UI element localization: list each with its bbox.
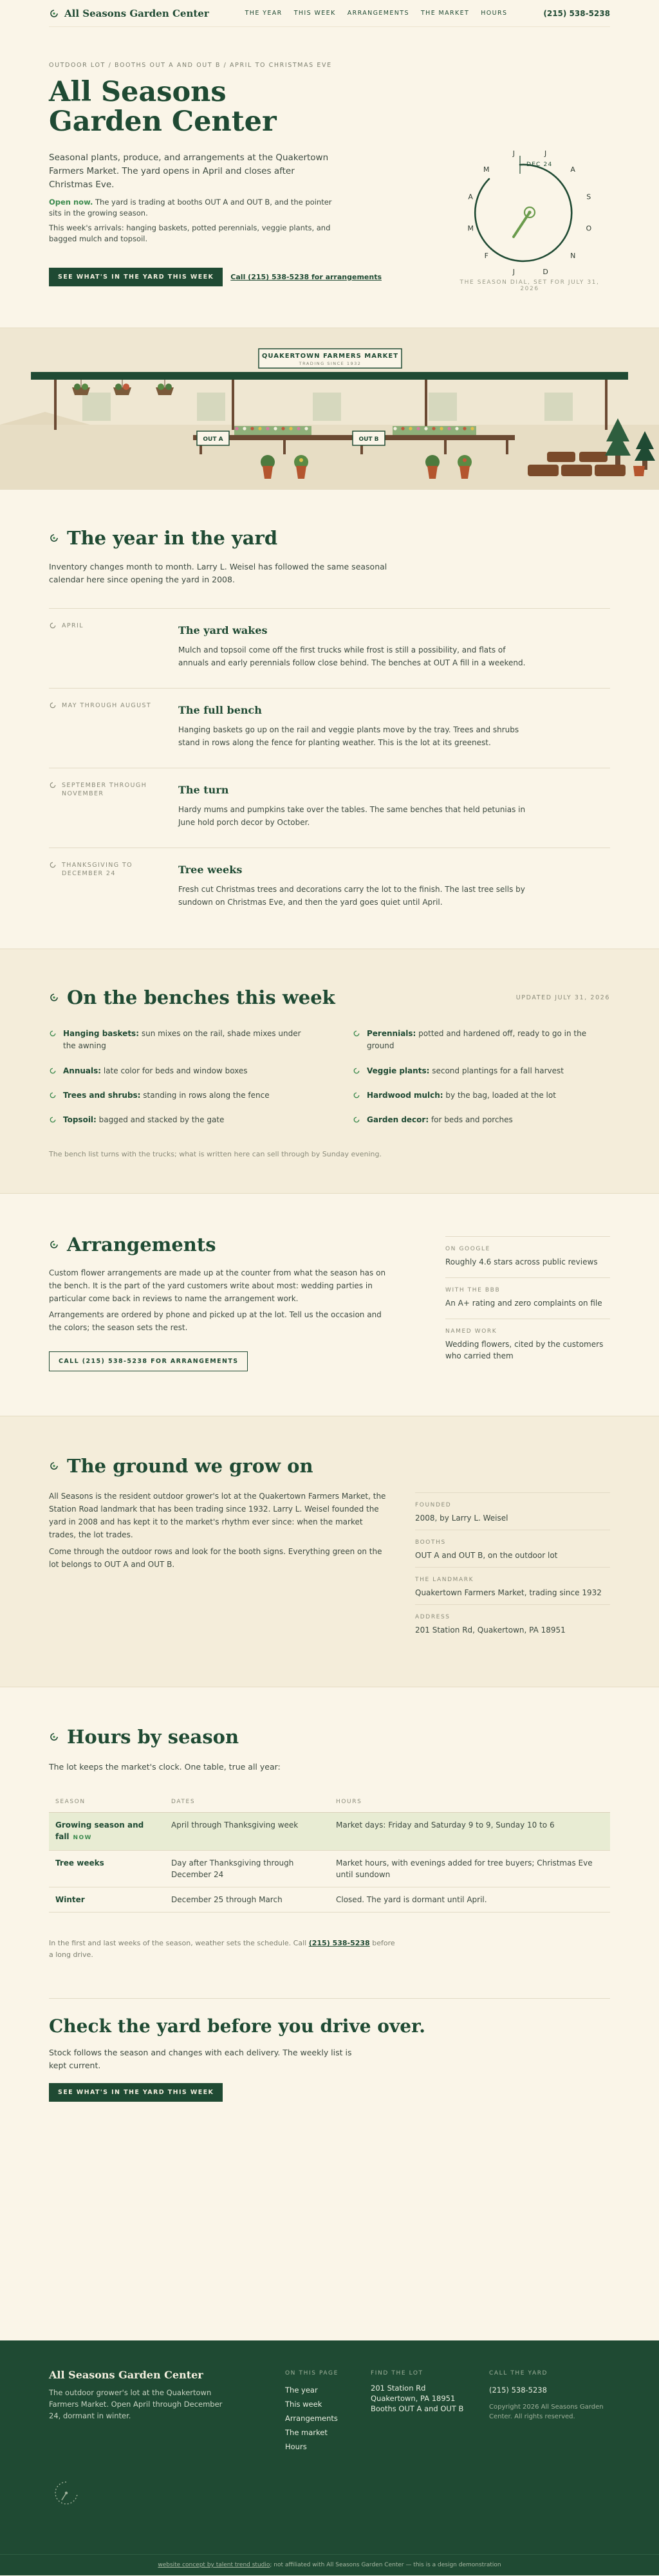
- dial-month-label: J: [512, 267, 515, 276]
- bench-item-text: sun mixes on the rail, shade mixes under the awning: [63, 1029, 301, 1050]
- fact-google: [445, 1236, 610, 1268]
- season-swirl-icon: [49, 1732, 59, 1742]
- flower-dot: [470, 427, 474, 430]
- year-heading: [49, 527, 277, 549]
- brand[interactable]: [49, 8, 209, 19]
- hours-title: Hours by season: [67, 1726, 239, 1748]
- flower-dot: [243, 427, 246, 430]
- nav-links: [245, 10, 508, 17]
- flower-dot: [440, 427, 443, 430]
- bench-item: [353, 1089, 610, 1102]
- page-title: All Seasons Garden Center: [49, 76, 277, 138]
- arrivals-text: This week's arrivals: hanging baskets, potted perennials, veggie plants, and bagged mulch and topsoil.: [49, 223, 331, 243]
- fact-bbb: [445, 1277, 610, 1309]
- row-dates: Day after Thanksgiving through December 24: [165, 1850, 330, 1887]
- flower-dot: [258, 427, 261, 430]
- awning: [31, 372, 628, 380]
- leaf-swirl-icon: [49, 1116, 57, 1124]
- dial-caption: THE SEASON DIAL, SET FOR JULY 31, 2026: [459, 279, 600, 292]
- fact-key: WITH THE BBB: [445, 1287, 501, 1293]
- call-arrangements-link[interactable]: Call (215) 538-5238 for arrangements: [230, 273, 382, 281]
- leaf-swirl-icon: [353, 1067, 360, 1075]
- fact-key: FOUNDED: [415, 1502, 452, 1508]
- dial-month-label: N: [570, 252, 576, 261]
- see-yard-button[interactable]: SEE WHAT'S IN THE YARD THIS WEEK: [49, 268, 223, 286]
- dial-date: DEC 24: [526, 162, 553, 168]
- footer-col-head: CALL THE YARD: [489, 2370, 548, 2377]
- season-fall: [49, 768, 610, 848]
- season-when: [49, 701, 165, 710]
- arrangements-title: Arrangements: [67, 1234, 216, 1256]
- leaf-swirl-icon: [353, 1116, 360, 1124]
- flower-dot: [250, 427, 254, 430]
- season-swirl-icon: [49, 622, 57, 629]
- arrangements-section: [0, 1193, 659, 1416]
- leaf-swirl-icon: [49, 1067, 57, 1075]
- top-nav: [49, 0, 610, 27]
- ground-title: The ground we grow on: [67, 1455, 313, 1477]
- season-text: Mulch and topsoil come off the first trucks while frost is still a possibility, and flats of annuals and early perennials follow close behind. The benches at OUT A fill in a weekend.: [178, 645, 526, 667]
- market-sign-text: QUAKERTOWN FARMERS MARKET: [261, 353, 399, 360]
- bench-item-text: for beds and porches: [429, 1115, 513, 1124]
- col-season: SEASON: [49, 1797, 165, 1812]
- dial-month-label: S: [586, 192, 591, 201]
- footer-page-links: [285, 2370, 339, 2454]
- footer-phone[interactable]: (215) 538-5238: [489, 2386, 547, 2395]
- footer-bar: [0, 2554, 659, 2575]
- flower-dot: [281, 427, 284, 430]
- fact-value: 201 Station Rd, Quakertown, PA 18951: [415, 1626, 566, 1635]
- fact-key: ON GOOGLE: [445, 1246, 490, 1252]
- season-swirl-icon: [49, 781, 57, 789]
- updated-date: UPDATED JULY 31, 2026: [515, 994, 610, 1001]
- see-yard-button-bottom[interactable]: SEE WHAT'S IN THE YARD THIS WEEK: [49, 2083, 223, 2102]
- season-when: [49, 861, 165, 878]
- season-tree-weeks: [49, 848, 610, 927]
- benches-heading: [49, 987, 335, 1008]
- bench-item: [353, 1114, 610, 1126]
- col-dates: DATES: [165, 1797, 330, 1812]
- bench-item: [49, 1065, 306, 1077]
- footer-col-head: ON THIS PAGE: [285, 2370, 339, 2377]
- bench-item-name: Hardwood mulch:: [367, 1091, 443, 1100]
- row-dates: April through Thanksgiving week: [165, 1812, 330, 1850]
- dial-month-label: J: [512, 149, 515, 158]
- design-credit-link[interactable]: website concept by talent trend studio: [158, 2562, 270, 2568]
- nav-link-week[interactable]: THIS WEEK: [293, 10, 336, 17]
- fact-key: BOOTHS: [415, 1539, 446, 1546]
- season-swirl-icon: [49, 861, 57, 869]
- ground-p2: Come through the outdoor rows and look for the booth signs. Everything green on the lot belongs to OUT A and OUT B.: [49, 1547, 382, 1569]
- bench-item: [49, 1028, 306, 1052]
- row-season: Winter: [49, 1887, 165, 1912]
- footer-brand: All Seasons Garden Center: [49, 2369, 203, 2381]
- nav-link-hours[interactable]: HOURS: [481, 10, 508, 17]
- season-when-label: MAY THROUGH AUGUST: [62, 702, 152, 709]
- bench-item-text: potted and hardened off, ready to go in the ground: [367, 1029, 587, 1050]
- market-illustration: [0, 328, 659, 490]
- season-when-label: SEPTEMBER THROUGH NOVEMBER: [62, 782, 147, 797]
- season-swirl-icon: [49, 1461, 59, 1471]
- bench-item-name: Veggie plants:: [367, 1066, 430, 1075]
- season-swirl-icon: [49, 992, 59, 1003]
- market-sign-sub: TRADING SINCE 1932: [299, 361, 362, 366]
- footer-copyright: Copyright 2026 All Seasons Garden Center. All rights reserved.: [489, 2404, 604, 2420]
- season-swirl-icon: [49, 533, 59, 543]
- call-arrangements-button[interactable]: CALL (215) 538-5238 FOR ARRANGEMENTS: [49, 1351, 248, 1371]
- table-row: [49, 1812, 610, 1850]
- season-april: [49, 608, 610, 688]
- hours-intro: The lot keeps the market's clock. One table, true all year:: [49, 1762, 281, 1772]
- footer-address-1: 201 Station Rd: [371, 2384, 426, 2393]
- row-hours: Market hours, with evenings added for tree buyers; Christmas Eve until sundown: [330, 1850, 610, 1887]
- arrangements-p2: Arrangements are ordered by phone and picked up at the lot. Tell us the occasion and the colors; the season sets the rest.: [49, 1310, 382, 1332]
- bench-item-name: Hanging baskets:: [63, 1029, 140, 1038]
- hours-heading: [49, 1726, 239, 1748]
- row-dates: December 25 through March: [165, 1887, 330, 1912]
- hero: [49, 27, 610, 328]
- flower-dot: [409, 427, 412, 430]
- bench-item-text: bagged and stacked by the gate: [96, 1115, 225, 1124]
- dial-month-label: M: [483, 165, 490, 174]
- brand-name: All Seasons Garden Center: [64, 7, 209, 19]
- col-hours: HOURS: [330, 1797, 610, 1812]
- open-status: [49, 197, 332, 219]
- season-swirl-icon: [49, 8, 59, 19]
- fact-address: [415, 1604, 610, 1636]
- flower-dot: [289, 427, 292, 430]
- arrangements-heading: [49, 1234, 216, 1256]
- year-section: [49, 490, 610, 949]
- check-text: Stock follows the season and changes with each delivery. The weekly list is kept current.: [49, 2048, 352, 2070]
- flower-dot: [235, 427, 238, 430]
- leaf-swirl-icon: [353, 1091, 360, 1099]
- now-badge: NOW: [73, 1834, 92, 1841]
- season-when-label: APRIL: [62, 622, 84, 629]
- dial-month-label: M: [467, 224, 474, 233]
- flower-dot: [401, 427, 404, 430]
- season-swirl-icon: [49, 1239, 59, 1250]
- divider: [49, 1998, 610, 1999]
- bench-item-name: Annuals:: [63, 1066, 102, 1075]
- season-when: [49, 622, 165, 630]
- flower-dot: [447, 427, 450, 430]
- open-text: The yard is trading at booths OUT A and OUT B, and the pointer sits in the growing season.: [49, 198, 332, 218]
- row-season: Tree weeks: [49, 1850, 165, 1887]
- bench-item-name: Garden decor:: [367, 1115, 429, 1124]
- ground-section: [0, 1416, 659, 1687]
- season-text: Fresh cut Christmas trees and decorations carry the lot to the finish. The last tree sells by sundown on Christmas Eve, and then the yard goes quiet until April.: [178, 885, 525, 907]
- footer-address-3: Booths OUT A and OUT B: [371, 2404, 464, 2413]
- footer-link-arrangements[interactable]: Arrangements: [285, 2414, 338, 2423]
- footer-col-head: FIND THE LOT: [371, 2370, 423, 2377]
- flower-dot: [304, 427, 308, 430]
- dial-month-label: D: [543, 267, 548, 276]
- flower-dot: [432, 427, 435, 430]
- hero-lead: Seasonal plants, produce, and arrangements at the Quakertown Farmers Market. The yard opens in April and closes after Christmas Eve.: [49, 153, 329, 190]
- footer-link-hours[interactable]: Hours: [285, 2442, 307, 2451]
- table-row: [49, 1887, 610, 1912]
- fact-key: ADDRESS: [415, 1614, 450, 1620]
- footer-find: [371, 2370, 463, 2414]
- footer: [0, 2340, 659, 2575]
- leaf-swirl-icon: [49, 1091, 57, 1099]
- flower-dot: [297, 427, 300, 430]
- fact-named-work: [445, 1319, 610, 1362]
- season-title: The full bench: [178, 704, 262, 716]
- bench-item-name: Perennials:: [367, 1029, 416, 1038]
- dial-month-label: A: [468, 192, 473, 201]
- row-hours: Closed. The yard is dormant until April.: [330, 1887, 610, 1912]
- booth-sign-a-text: OUT A: [203, 436, 223, 443]
- season-when: [49, 781, 165, 798]
- arrangements-p1: Custom flower arrangements are made up at the counter from what the season has on the bench. It is the part of the yard customers write about most: wedding parties in particular come back in reviews to name the arrangement work.: [49, 1268, 386, 1303]
- check-title: Check the yard before you drive over.: [49, 2015, 425, 2037]
- season-swirl-icon: [49, 701, 57, 709]
- fact-value: OUT A and OUT B, on the outdoor lot: [415, 1551, 558, 1560]
- bench-item-text: standing in rows along the fence: [140, 1091, 270, 1100]
- dial-month-label: A: [570, 165, 575, 174]
- season-title: The yard wakes: [178, 624, 268, 636]
- fact-value: Roughly 4.6 stars across public reviews: [445, 1257, 598, 1266]
- bench-item-text: second plantings for a fall harvest: [429, 1066, 564, 1075]
- season-dial: [449, 129, 610, 296]
- table-header: [49, 1797, 610, 1812]
- breadcrumb: OUTDOOR LOT / BOOTHS OUT A AND OUT B / APRIL TO CHRISTMAS EVE: [49, 62, 332, 69]
- year-intro: Inventory changes month to month. Larry L. Weisel has followed the same seasonal calendar here since opening the yard in 2008.: [49, 562, 387, 584]
- footer-call: [489, 2370, 611, 2422]
- flower-dot: [455, 427, 458, 430]
- bench-item-name: Trees and shrubs:: [63, 1091, 141, 1100]
- table-row: [49, 1850, 610, 1887]
- season-text: Hanging baskets go up on the rail and veggie plants move by the tray. Trees and shrubs stand in rows along the fence for planting weather. This is the lot at its greenest.: [178, 725, 519, 747]
- season-when-label: THANKSGIVING TO DECEMBER 24: [62, 862, 133, 877]
- leaf-swirl-icon: [49, 1030, 57, 1037]
- footer-desc: The outdoor grower's lot at the Quakertown Farmers Market. Open April through December 24, dormant in winter.: [49, 2388, 223, 2420]
- footer-link-week[interactable]: This week: [285, 2400, 322, 2409]
- fact-key: THE LANDMARK: [415, 1577, 474, 1583]
- fact-founded: [415, 1492, 610, 1524]
- flower-dot: [266, 427, 269, 430]
- note-text-b: before a long drive.: [49, 1939, 395, 1959]
- footer-link-market[interactable]: The market: [285, 2428, 328, 2437]
- booth-sign-b-text: OUT B: [358, 436, 379, 443]
- ground-p1: All Seasons is the resident outdoor grower's lot at the Quakertown Farmers Market, the Station Road landmark that has been trading since 1932. Larry L. Weisel founded the yard in 2008 and has kept it to the market's rhythm ever since: when the market trades, the lot trades.: [49, 1492, 386, 1539]
- footer-address-2: Quakertown, PA 18951: [371, 2394, 456, 2403]
- fact-value: 2008, by Larry L. Weisel: [415, 1514, 508, 1523]
- hours-section: [0, 1687, 659, 2340]
- leaf-swirl-icon: [353, 1030, 360, 1037]
- benches-section: [0, 949, 659, 1193]
- footer-link-year[interactable]: The year: [285, 2386, 318, 2395]
- flower-dot: [393, 427, 396, 430]
- nav-link-arrangements[interactable]: ARRANGEMENTS: [347, 10, 409, 17]
- hours-note: [49, 1938, 396, 1961]
- fact-key: NAMED WORK: [445, 1328, 497, 1335]
- benches-title: On the benches this week: [67, 987, 335, 1008]
- hero-cta: [49, 268, 382, 286]
- nav-link-market[interactable]: THE MARKET: [420, 10, 470, 17]
- bench-item-text: late color for beds and window boxes: [101, 1066, 248, 1075]
- note-text-a: In the first and last weeks of the season, weather sets the schedule. Call: [49, 1939, 309, 1947]
- season-summer: [49, 688, 610, 768]
- year-title: The year in the yard: [67, 527, 278, 549]
- flower-dot: [463, 427, 466, 430]
- market-scene: [0, 328, 659, 490]
- open-label: Open now.: [49, 198, 93, 207]
- dial-month-label: F: [484, 252, 488, 261]
- fact-value: An A+ rating and zero complaints on file: [445, 1299, 602, 1308]
- season-text: Hardy mums and pumpkins take over the tables. The same benches that held petunias in June hold porch decor by October.: [178, 805, 526, 827]
- fact-value: Wedding flowers, cited by the customers who carried them: [445, 1340, 604, 1360]
- footer-disclaimer: ; not affiliated with All Seasons Garden Center — this is a design demonstration: [270, 2562, 501, 2568]
- dial-month-label: J: [544, 149, 547, 158]
- bench-item: [49, 1114, 306, 1126]
- footer-seal-icon: [50, 2477, 82, 2509]
- flower-dot: [416, 427, 420, 430]
- season-title: The turn: [178, 784, 229, 796]
- nav-link-year[interactable]: THE YEAR: [245, 10, 283, 17]
- bench-item: [49, 1089, 306, 1102]
- note-phone-link[interactable]: (215) 538-5238: [308, 1939, 370, 1947]
- bench-item: [353, 1028, 610, 1052]
- fact-value: Quakertown Farmers Market, trading since 1932: [415, 1588, 602, 1597]
- fact-landmark: [415, 1567, 610, 1598]
- flower-dot: [274, 427, 277, 430]
- fact-booths: [415, 1530, 610, 1561]
- hours-table: [49, 1797, 610, 1913]
- flower-dot: [424, 427, 427, 430]
- bench-item: [353, 1065, 610, 1077]
- nav-phone[interactable]: (215) 538-5238: [543, 8, 610, 18]
- benches-footnote: The bench list turns with the trucks; what is written here can sell through by Sunday evening.: [49, 1150, 382, 1158]
- ground-heading: [49, 1455, 313, 1477]
- row-season-label: Growing season and fall: [55, 1820, 144, 1841]
- bench-item-text: by the bag, loaded at the lot: [443, 1091, 556, 1100]
- bench-item-name: Topsoil:: [63, 1115, 97, 1124]
- season-title: Tree weeks: [178, 864, 243, 876]
- row-season: [49, 1812, 165, 1850]
- dial-pointer: [514, 212, 530, 237]
- row-hours: Market days: Friday and Saturday 9 to 9, Sunday 10 to 6: [330, 1812, 610, 1850]
- dial-month-label: O: [586, 224, 592, 233]
